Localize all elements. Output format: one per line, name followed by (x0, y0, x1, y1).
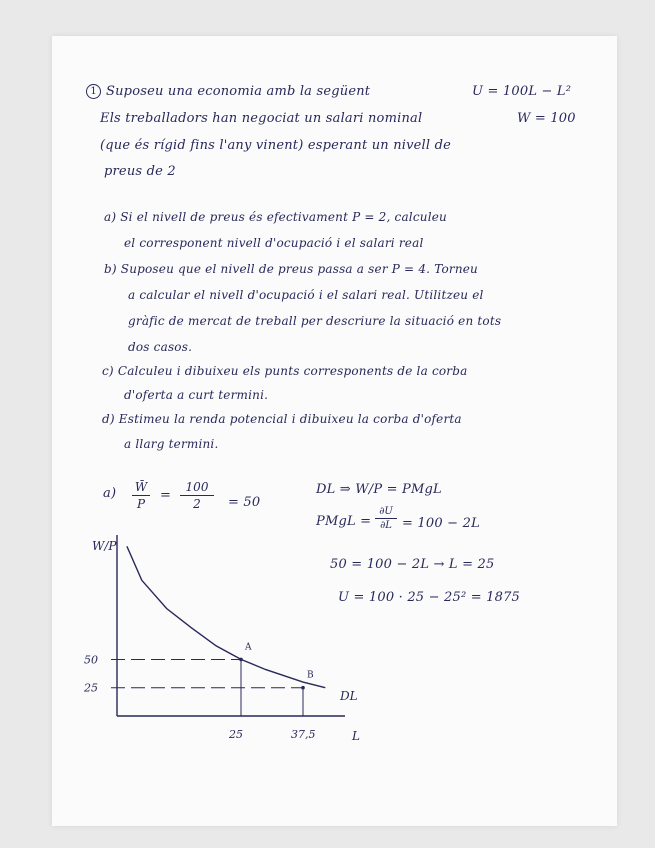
part-a-line-1: a) Si el nivell de preus és efectivament P = 2, calculeu (104, 210, 447, 224)
solution-label: a) (103, 486, 117, 501)
part-b-line-1: b) Suposeu que el nivell de preus passa a ser P = 4. Torneu (104, 262, 478, 276)
fraction-numerator: 100 (185, 480, 209, 494)
statement-line-3: (que és rígid fins l'any vinent) esperant un nivell de (100, 138, 452, 153)
part-d-line-2: a llarg termini. (124, 437, 219, 451)
demand-rule: DL ⇒ W/P = PMgL (316, 482, 442, 497)
step-2: U = 100 · 25 − 25² = 1875 (338, 590, 521, 605)
point-label-A: A (245, 642, 252, 653)
part-b-line-3: gràfic de mercat de treball per descriure la situació en tots (128, 314, 502, 328)
x-tick-label: 25 (229, 728, 243, 741)
statement-line-1: Suposeu una economia amb la següent (106, 84, 371, 99)
x-axis-label: L (352, 729, 360, 743)
utility-function: U = 100L − L² (472, 84, 572, 99)
point-A (239, 658, 243, 662)
statement-line-4: preus de 2 (104, 164, 176, 179)
derivative-denominator: ∂L (380, 520, 392, 531)
curve-label: DL (340, 689, 358, 703)
problem-number: 1 (86, 84, 101, 99)
statement-line-2: Els treballadors han negociat un salari nominal (100, 111, 423, 126)
real-wage-result: = 50 (228, 495, 261, 510)
step-1: 50 = 100 − 2L → L = 25 (330, 557, 495, 572)
equals-sign: = (160, 488, 172, 503)
part-b-line-2: a calcular el nivell d'ocupació i el salari real. Utilitzeu el (128, 288, 484, 302)
y-tick-label: 50 (84, 653, 98, 667)
labor-demand-curve (127, 546, 325, 687)
y-tick-label: 25 (84, 681, 98, 695)
y-axis-label: W/P (92, 539, 117, 553)
part-b-line-4: dos casos. (128, 340, 193, 354)
part-d-line-1: d) Estimeu la renda potencial i dibuixeu la corba d'oferta (102, 412, 462, 426)
point-label-B: B (307, 670, 314, 681)
fraction-denominator: P (136, 497, 146, 511)
point-B (301, 686, 305, 690)
pmgl-lhs: PMgL = (316, 514, 372, 529)
fraction-numerator: W̄ (134, 480, 148, 494)
part-c-line-1: c) Calculeu i dibuixeu els punts corresponents de la corba (102, 364, 468, 378)
nominal-wage: W = 100 (517, 111, 576, 126)
derivative-numerator: ∂U (379, 506, 393, 517)
fraction-denominator: 2 (193, 497, 201, 511)
part-a-line-2: el corresponent nivell d'ocupació i el salari real (124, 236, 424, 250)
x-tick-label: 37,5 (291, 728, 316, 741)
part-c-line-2: d'oferta a curt termini. (124, 388, 269, 402)
pmgl-rhs: = 100 − 2L (402, 516, 480, 531)
